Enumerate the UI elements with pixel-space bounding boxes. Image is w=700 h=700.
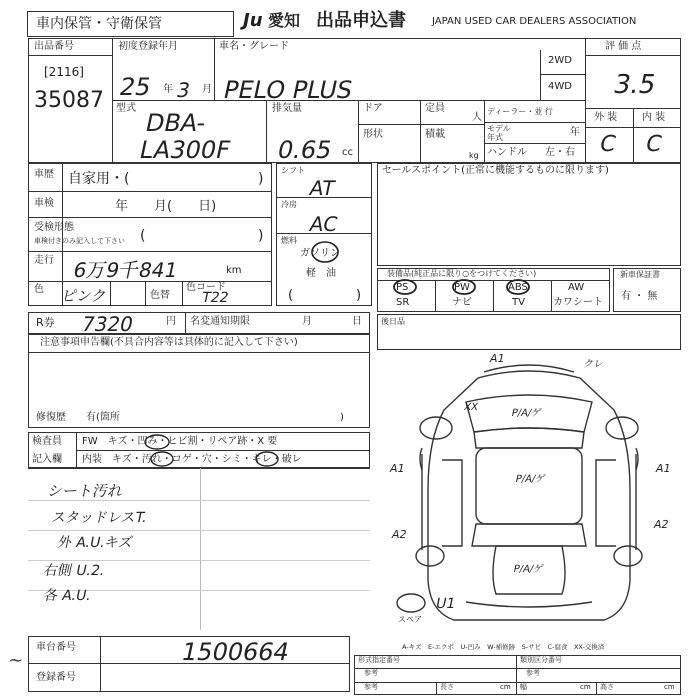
color-change-label: 色替 bbox=[150, 290, 170, 301]
notice-day: 日 bbox=[352, 316, 362, 327]
car-history-value: 自家用・( bbox=[68, 171, 130, 187]
mark-paint-roof: P/A/ゲ bbox=[514, 474, 547, 485]
warranty-options: 有 ・ 無 bbox=[621, 291, 658, 302]
r-label: R券 bbox=[36, 316, 55, 329]
remark-line-1: シート汚れ bbox=[45, 482, 125, 500]
drive-4wd: 4WD bbox=[548, 81, 572, 92]
car-name-value: PELO PLUS bbox=[221, 76, 356, 104]
spec-height: 高さ bbox=[600, 683, 614, 691]
equipment-circle-marks bbox=[392, 279, 585, 295]
door-label: ドア bbox=[363, 103, 383, 114]
rating-score: 3.5 bbox=[610, 70, 659, 100]
lot-label: 出品番号 bbox=[34, 41, 74, 52]
exterior-value: C bbox=[597, 132, 619, 157]
handle-label: ハンドル bbox=[487, 147, 527, 158]
form-title: 出品申込書 bbox=[316, 10, 406, 31]
remark-line-5: 各 A.U. bbox=[42, 588, 93, 604]
lot-subcode: [2116] bbox=[44, 65, 84, 79]
repair-close: ) bbox=[340, 412, 344, 423]
load-unit: kg bbox=[469, 151, 479, 160]
spec-cm-3: cm bbox=[664, 683, 675, 691]
sales-point-box bbox=[377, 163, 681, 266]
capacity-unit: 人 bbox=[472, 112, 482, 123]
mileage-value: 6万9千841 bbox=[71, 258, 180, 282]
capacity-label: 定員 bbox=[425, 103, 445, 114]
equip-pw: PW bbox=[454, 282, 470, 293]
equipment-label: 装備品(純正品に限り○をつけてください) bbox=[387, 269, 537, 278]
reg-month-label: 月 bbox=[202, 84, 212, 95]
mark-paint-hood: P/A/ゲ bbox=[510, 408, 543, 419]
equip-seat: カワシート bbox=[553, 297, 603, 308]
model-year-label: モデル bbox=[487, 124, 511, 133]
inspection-value: 年 月( 日) bbox=[115, 199, 217, 214]
inspector-label-1: 検査員 bbox=[32, 436, 62, 447]
color-code-value: T22 bbox=[200, 290, 231, 306]
ju-logo: Ju bbox=[243, 10, 263, 31]
spec-cm-1: cm bbox=[500, 683, 511, 691]
fuel-circle-mark bbox=[310, 240, 340, 264]
equip-sr: SR bbox=[396, 297, 410, 308]
year-unit: 年 bbox=[570, 127, 580, 138]
displacement-label: 排気量 bbox=[272, 103, 302, 114]
shift-label: シフト bbox=[281, 166, 305, 175]
reg-year-label: 年 bbox=[163, 84, 173, 95]
sales-point-label: セールスポイント(正常に機能するものに限ります) bbox=[382, 165, 609, 176]
handle-options: 左・右 bbox=[545, 147, 575, 158]
spec-width: 幅 bbox=[520, 683, 527, 691]
rating-label: 評 価 点 bbox=[605, 41, 642, 52]
color-code-label: 色コード bbox=[186, 282, 226, 293]
displacement-unit: cc bbox=[342, 147, 353, 158]
lot-number: 35087 bbox=[34, 88, 104, 113]
mark-kure: クレ bbox=[582, 359, 605, 370]
fuel-diesel: 軽 油 bbox=[306, 268, 336, 279]
warranty-label: 新車保証書 bbox=[620, 270, 660, 279]
storage-tag: 車内保管・守衛保管 bbox=[36, 16, 162, 32]
car-history-label: 車歴 bbox=[34, 169, 54, 180]
storage-tag-box bbox=[27, 11, 234, 37]
drive-2wd: 2WD bbox=[548, 55, 572, 66]
spec-cm-2: cm bbox=[580, 683, 591, 691]
car-name-label: 車名・グレード bbox=[219, 41, 289, 52]
spec-cell-1: 形式指定番号 bbox=[358, 656, 400, 664]
fuel-gas: ガソリン bbox=[300, 248, 340, 259]
equip-navi: ナビ bbox=[452, 297, 472, 308]
type-label: 型式 bbox=[116, 103, 136, 114]
model-year-label-2: 年式 bbox=[487, 133, 503, 142]
inspector-circle-marks bbox=[140, 432, 300, 468]
inspector-label-2: 記入欄 bbox=[32, 454, 62, 465]
mileage-label: 走行 bbox=[34, 255, 54, 266]
notes-label: 注意事項申告欄(不具合内容等は具体的に記入して下さい) bbox=[40, 337, 298, 348]
type-value-1: DBA- bbox=[143, 109, 209, 137]
cooling-value: AC bbox=[307, 212, 340, 236]
color-label: 色 bbox=[34, 284, 44, 295]
cooling-label: 冷房 bbox=[281, 200, 297, 209]
spec-cell-2: 類別区分番号 bbox=[520, 656, 562, 664]
displacement-value: 0.65 bbox=[275, 136, 335, 164]
r-unit: 円 bbox=[166, 316, 176, 327]
logo-region: 愛知 bbox=[268, 11, 301, 30]
notice-month: 月 bbox=[302, 316, 312, 327]
interior-value: C bbox=[643, 132, 665, 157]
equip-ps: PS bbox=[396, 282, 409, 293]
remark-line-3: 外 A.U.キズ bbox=[56, 535, 135, 551]
footer-scribble: ∼ bbox=[5, 650, 26, 671]
interior-label: 内 装 bbox=[642, 112, 666, 123]
after-fit-box bbox=[377, 314, 681, 350]
mark-u1: U1 bbox=[434, 596, 457, 612]
mark-xx: XX bbox=[462, 402, 479, 413]
spec-ref-3: 参考 bbox=[364, 683, 378, 691]
shape-label: 形状 bbox=[363, 129, 383, 140]
mark-a2-left: A2 bbox=[390, 528, 408, 541]
spec-footer-box bbox=[354, 655, 681, 695]
remark-line-2: スタッドレスT. bbox=[50, 510, 149, 526]
mark-paint-trunk: P/A/ゲ bbox=[512, 564, 545, 575]
spec-ref-1: 参考 bbox=[364, 669, 378, 677]
damage-legend: A-キズ E-エクボ U-凹み W-補修跡 S-サビ C-腐食 XX-交換済 bbox=[402, 643, 605, 651]
spec-ref-2: 参考 bbox=[526, 669, 540, 677]
spec-length: 長さ bbox=[440, 683, 454, 691]
mark-a2-right: A2 bbox=[652, 518, 670, 531]
plate-label: 登録番号 bbox=[36, 672, 76, 683]
chassis-value: 1500664 bbox=[179, 638, 292, 666]
equip-aw: AW bbox=[568, 282, 585, 293]
mark-a1-right: A1 bbox=[654, 462, 672, 475]
remark-line-4: 右側 U.2. bbox=[42, 563, 107, 579]
type-value-2: LA300F bbox=[137, 136, 233, 164]
reg-month-value: 3 bbox=[174, 78, 193, 102]
inspector-fw-row: FW キズ・凹み・ヒビ割・リペア跡・X 要 bbox=[82, 436, 278, 447]
reception-label: 受検形態 bbox=[34, 222, 74, 233]
after-fit-label: 後日品 bbox=[381, 317, 405, 326]
reg-year-value: 25 bbox=[117, 73, 154, 101]
spare-label: スペア bbox=[398, 615, 422, 624]
fuel-label: 燃料 bbox=[281, 236, 297, 245]
first-reg-label: 初度登録年月 bbox=[118, 41, 178, 52]
equip-tv: TV bbox=[512, 297, 525, 308]
association-name: JAPAN USED CAR DEALERS ASSOCIATION bbox=[432, 16, 637, 27]
reception-note: 車検付きのみ記入して下さい bbox=[34, 237, 125, 245]
exterior-label: 外 装 bbox=[594, 112, 618, 123]
inspection-label: 車検 bbox=[34, 198, 54, 209]
mileage-unit: km bbox=[226, 265, 242, 276]
mark-a1-left: A1 bbox=[388, 462, 406, 475]
notice-label: 名変通知期限 bbox=[190, 316, 250, 327]
repair-label: 修復歴 有(箇所 bbox=[36, 412, 120, 423]
shift-value: AT bbox=[307, 176, 337, 200]
inspector-interior-row: 内装 キズ・汚れ・コゲ・穴・シミ・キレ・破レ bbox=[82, 454, 302, 465]
mark-a1-top: A1 bbox=[488, 352, 506, 365]
r-value: 7320 bbox=[79, 312, 136, 336]
color-value: ピンク bbox=[59, 287, 109, 305]
equip-abs: ABS bbox=[508, 282, 528, 293]
load-label: 積載 bbox=[425, 129, 445, 140]
dealer-label: ディーラー・並 行 bbox=[487, 107, 553, 116]
chassis-label: 車台番号 bbox=[36, 642, 76, 653]
